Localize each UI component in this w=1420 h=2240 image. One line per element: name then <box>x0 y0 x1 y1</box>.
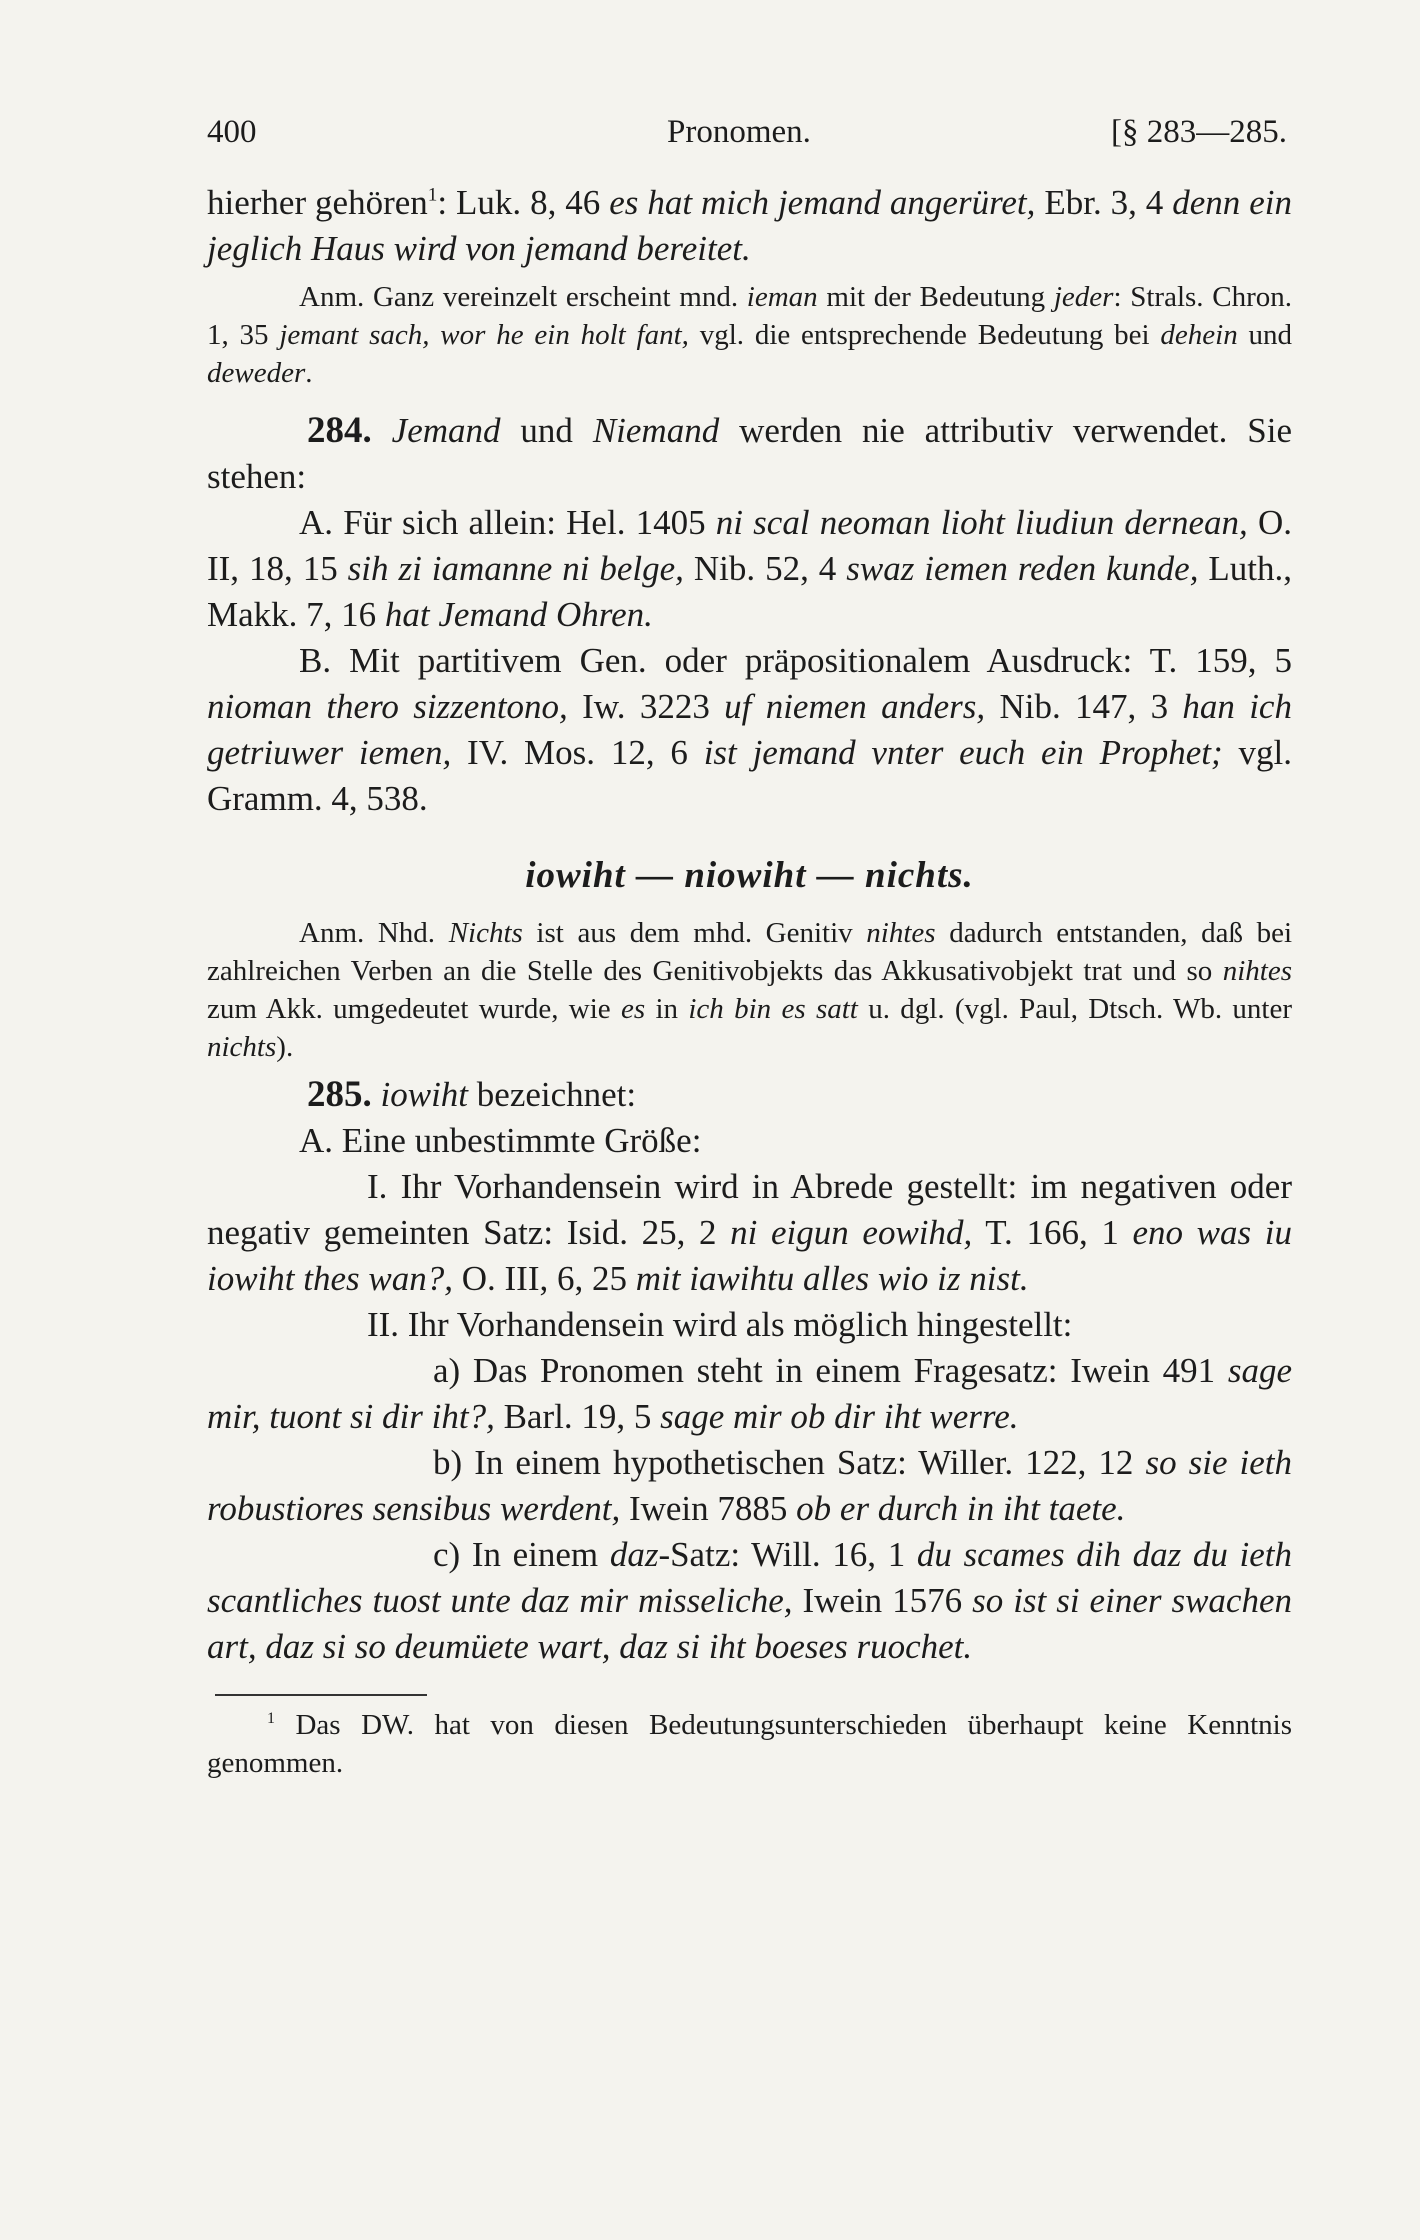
section-heading: iowiht — niowiht — nichts. <box>525 855 974 896</box>
section-number: 285. <box>307 1074 372 1115</box>
section-284-item-b: B. Mit partitivem Gen. oder präpositionalem Ausdruck: T. 159, 5 nioman thero sizzentono, Iw. 3223 uf niemen anders, Nib. 147, 3 han ich getriuwer iemen, IV. Mos. 12, 6 ist jemand vnter euch ein Prophet; vgl. Gramm. 4, 538. <box>207 641 1292 818</box>
section-range: [§ 283—285. <box>1111 114 1287 150</box>
page-number: 400 <box>207 114 257 150</box>
footnote: $^1$ Das DW. hat von diesen Bedeutungsunterschieden überhaupt keine Kenntnis genommen. <box>207 1709 1292 1779</box>
running-header <box>207 108 1287 156</box>
section-284-item-a: A. Für sich allein: Hel. 1405 ni scal neoman lioht liudiun dernean, O. II, 18, 15 sih zi iamanne ni belge, Nib. 52, 4 swaz iemen reden kunde, Luth., Makk. 7, 16 hat Jemand Ohren. <box>207 503 1293 634</box>
section-number: 284. <box>307 410 372 451</box>
section-285-item-ii-b: b) In einem hypothetischen Satz: Willer. 122, 12 so sie ieth robustiores sensibus werdent, Iwein 7885 ob er durch in iht taete. <box>207 1443 1293 1528</box>
footnote-reference: 1 <box>427 184 438 206</box>
section-285-intro: 285. iowiht bezeichnet: <box>307 1074 637 1115</box>
annotation-2: Anm. Nhd. Nichts ist aus dem mhd. Genitiv nihtes dadurch entstanden, daß bei zahlreichen Verben an die Stelle des Genitivobjekts das Akkusativobjekt trat und so nihtes zum Akk. umgedeutet wurde, wie es in ich bin es satt u. dgl. (vgl. Paul, Dtsch. Wb. unter nichts). <box>207 917 1293 1063</box>
annotation-1: Anm. Ganz vereinzelt erscheint mnd. ieman mit der Bedeutung jeder: Strals. Chron. 1, 35 jemant sach, wor he ein holt fant, vgl. die entsprechende Bedeutung bei dehein und deweder. <box>207 281 1293 389</box>
section-285-item-ii-c: c) In einem daz-Satz: Will. 16, 1 du scames dih daz du ieth scantliches tuost unte daz mir misseliche, Iwein 1576 so ist si einer swachen art, daz si so deumüete wart, daz si iht boeses ruochet. <box>207 1535 1292 1666</box>
running-title: Pronomen. <box>667 114 811 150</box>
page-body <box>207 180 1292 1782</box>
footnote-mark: 1 <box>267 1709 275 1727</box>
section-285-item-ii: II. Ihr Vorhandensein wird als möglich hingestellt: <box>367 1305 1073 1344</box>
intro-paragraph: hierher gehören$^1$: Luk. 8, 46 es hat mich jemand angerüret, Ebr. 3, 4 denn ein jeglich Haus wird von jemand bereitet. <box>207 183 1292 268</box>
footnote-divider <box>215 1694 427 1696</box>
section-285-item-ii-a: a) Das Pronomen steht in einem Fragesatz: Iwein 491 sage mir, tuont si dir iht?, Barl. 19, 5 sage mir ob dir iht werre. <box>207 1351 1292 1436</box>
section-285-item-a: A. Eine unbestimmte Größe: <box>299 1121 702 1160</box>
section-285-item-i: I. Ihr Vorhandensein wird in Abrede gestellt: im negativen oder negativ gemeinten Satz: Isid. 25, 2 ni eigun eowihd, T. 166, 1 eno was iu iowiht thes wan?, O. III, 6, 25 mit iawihtu alles wio iz nist. <box>207 1167 1292 1298</box>
section-284-intro: 284. Jemand und Niemand werden nie attributiv verwendet. Sie stehen: <box>207 410 1292 496</box>
